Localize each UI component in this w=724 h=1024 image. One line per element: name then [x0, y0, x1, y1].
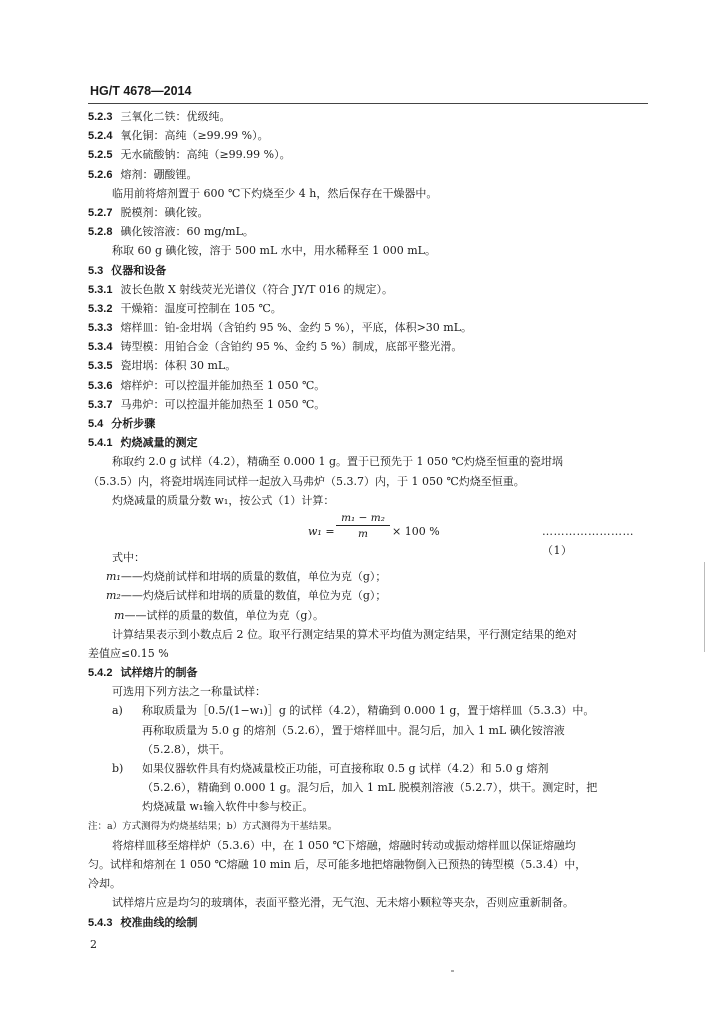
definition-m1 [88, 567, 652, 586]
clause-text: 脱模剂：碘化铵。 [120, 205, 209, 219]
page-number: 2 [90, 938, 97, 951]
definition-m [88, 606, 652, 625]
clause-text: 熔样炉：可以控温并能加热至 1 050 ℃。 [120, 378, 326, 392]
section-title: 分析步骤 [111, 418, 156, 430]
clause-text: 马弗炉：可以控温并能加热至 1 050 ℃。 [120, 397, 326, 411]
symbol: m₁ [106, 570, 121, 584]
clause-number: 5.2.7 [88, 206, 113, 219]
clause-5-2-8-continuation: 称取 60 g 碘化铵，溶于 500 mL 水中，用水稀释至 1 000 mL。 [112, 244, 436, 258]
paragraph: 可选用下列方法之一称量试样： [112, 685, 266, 699]
formula-lhs: w₁ = [308, 524, 335, 538]
paragraph-continuation: 冷却。 [88, 877, 121, 891]
clause-5-3-3 [88, 318, 652, 337]
symbol: m₂ [106, 589, 121, 603]
clause-number: 5.3.2 [88, 302, 113, 315]
document-code-header: HG/T 4678—2014 [90, 84, 192, 98]
note: 注：a）方式测得为灼烧基结果；b）方式测得为干基结果。 [88, 820, 338, 832]
section-number: 5.3 [88, 264, 104, 277]
list-item-b-continuation: （5.2.6），精确到 0.000 1 g。混匀后，加入 1 mL 脱模剂溶液（5.2.7），烘干。测定时，把 [142, 781, 598, 795]
clause-number: 5.3.1 [88, 283, 113, 296]
clause-text: 瓷坩埚：体积 30 mL。 [120, 359, 237, 373]
clause-text: 铸型模：用铂合金（含铂约 95 %、金约 5 %）制成，底部平整光滑。 [120, 340, 463, 354]
clause-title: 灼烧减量的测定 [120, 437, 198, 450]
clause-5-2-3 [88, 107, 652, 126]
clause-number: 5.3.7 [88, 398, 113, 411]
clause-5-2-6-continuation: 临用前将熔剂置于 600 ℃下灼烧至少 4 h，然后保存在干燥器中。 [112, 186, 438, 200]
clause-number: 5.3.3 [88, 322, 113, 335]
list-item-b-continuation: 灼烧减量 w₁输入软件中参与校正。 [142, 800, 314, 814]
clause-number: 5.2.3 [88, 111, 113, 123]
clause-5-4-3-heading [88, 913, 652, 932]
formula-denominator: m [358, 527, 368, 540]
paragraph-continuation: 差值应≤0.15 % [88, 646, 169, 660]
clause-text: 熔样皿：铂-金坩埚（含铂约 95 %、金约 5 %），平底，体积>30 mL。 [120, 321, 473, 335]
list-item-a [88, 701, 652, 720]
document-body [88, 107, 652, 932]
section-number: 5.4 [88, 418, 104, 430]
definition-text: ——灼烧前试样和坩埚的质量的数值，单位为克（g）； [120, 570, 387, 584]
clause-text: 熔剂：硼酸锂。 [120, 167, 198, 181]
clause-text: 氧化铜：高纯（≥99.99 %）。 [120, 129, 269, 143]
paragraph-continuation: 匀。试样和熔剂在 1 050 ℃熔融 10 min 后，尽可能多地把熔融物倒入已预热的铸型模（5.3.4）中， [88, 857, 587, 871]
scan-artifact [451, 970, 454, 972]
formula-fraction [336, 511, 390, 542]
clause-5-3-5 [88, 356, 652, 375]
definition-text: ——试样的质量的数值，单位为克（g）。 [124, 608, 324, 622]
clause-5-3-2 [88, 299, 652, 318]
clause-5-2-5 [88, 145, 652, 164]
section-title: 仪器和设备 [111, 264, 167, 277]
clause-text: 无水硫酸钠：高纯（≥99.99 %）。 [120, 148, 291, 162]
clause-title: 校准曲线的绘制 [120, 916, 198, 929]
clause-number: 5.3.6 [88, 379, 113, 392]
clause-text: 三氧化二铁：优级纯。 [120, 110, 231, 123]
clause-5-2-8 [88, 222, 652, 241]
clause-5-4-1-heading [88, 433, 652, 452]
paragraph: 计算结果表示到小数点后 2 位。取平行测定结果的算术平均值为测定结果，平行测定结果的绝对 [112, 627, 577, 641]
paragraph-continuation: （5.3.5）内，将瓷坩埚连同试样一起放入马弗炉（5.3.7）内，于 1 050 ℃灼烧至恒重。 [88, 474, 525, 488]
equation-number: ……………………（1） [542, 524, 634, 558]
where-label: 式中： [112, 550, 145, 564]
list-text: 称取质量为［0.5/(1−w₁)］g 的试样（4.2），精确到 0.000 1 g，置于熔样皿（5.3.3）中。 [142, 704, 595, 718]
list-text: 如果仪器软件具有灼烧减量校正功能，可直接称取 0.5 g 试样（4.2）和 5.0 g 熔剂 [142, 762, 549, 775]
section-5-3-heading [88, 261, 652, 280]
clause-text: 干燥箱：温度可控制在 105 ℃。 [120, 301, 282, 315]
list-label: b) [112, 762, 124, 775]
list-item-a-continuation: 再称取质量为 5.0 g 的熔剂（5.2.6），置于熔样皿中。混匀后，加入 1 mL 碘化铵溶液 [142, 723, 565, 737]
list-item-b [88, 759, 652, 778]
clause-title: 试样熔片的制备 [120, 667, 198, 680]
clause-number: 5.2.8 [88, 226, 113, 239]
clause-number: 5.2.4 [88, 130, 113, 143]
paragraph: 灼烧减量的质量分数 w₁，按公式（1）计算： [112, 493, 335, 507]
header-rule [88, 103, 648, 104]
clause-number: 5.4.3 [88, 916, 113, 929]
clause-number: 5.4.2 [88, 667, 113, 680]
list-item-a-continuation: （5.2.8），烘干。 [142, 742, 231, 756]
paragraph: 称取约 2.0 g 试样（4.2），精确至 0.000 1 g。置于已预先于 1 050 ℃灼烧至恒重的瓷坩埚 [112, 455, 563, 469]
clause-5-3-1 [88, 280, 652, 299]
definition-m2 [88, 586, 652, 605]
symbol: m [114, 608, 125, 622]
paragraph: 将熔样皿移至熔样炉（5.3.6）中，在 1 050 ℃下熔融，熔融时转动或振动熔样皿以保证熔融均 [112, 838, 576, 852]
definition-text: ——灼烧后试样和坩埚的质量的数值，单位为克（g）； [120, 589, 387, 603]
paragraph: 试样熔片应是均匀的玻璃体，表面平整光滑，无气泡、无未熔小颗粒等夹杂，否则应重新制备。 [112, 896, 574, 910]
clause-number: 5.2.6 [88, 168, 113, 181]
formula-rhs: × 100 % [392, 524, 440, 538]
list-label: a) [112, 704, 123, 718]
clause-text: 波长色散 X 射线荧光光谱仪（符合 JY/T 016 的规定）。 [120, 282, 393, 296]
clause-text: 碘化铵溶液：60 mg/mL。 [120, 225, 254, 239]
clause-number: 5.3.4 [88, 341, 113, 354]
clause-5-4-2-heading [88, 663, 652, 682]
clause-5-3-7 [88, 395, 652, 414]
clause-5-2-4 [88, 126, 652, 145]
clause-5-2-7 [88, 203, 652, 222]
section-5-4-heading [88, 414, 652, 433]
scan-artifact [704, 562, 705, 652]
clause-5-2-6 [88, 165, 652, 184]
formula-numerator: m₁ − m₂ [336, 511, 390, 526]
clause-number: 5.3.5 [88, 360, 113, 373]
clause-number: 5.2.5 [88, 149, 113, 162]
clause-5-3-6 [88, 376, 652, 395]
clause-number: 5.4.1 [88, 437, 113, 450]
clause-5-3-4 [88, 337, 652, 356]
